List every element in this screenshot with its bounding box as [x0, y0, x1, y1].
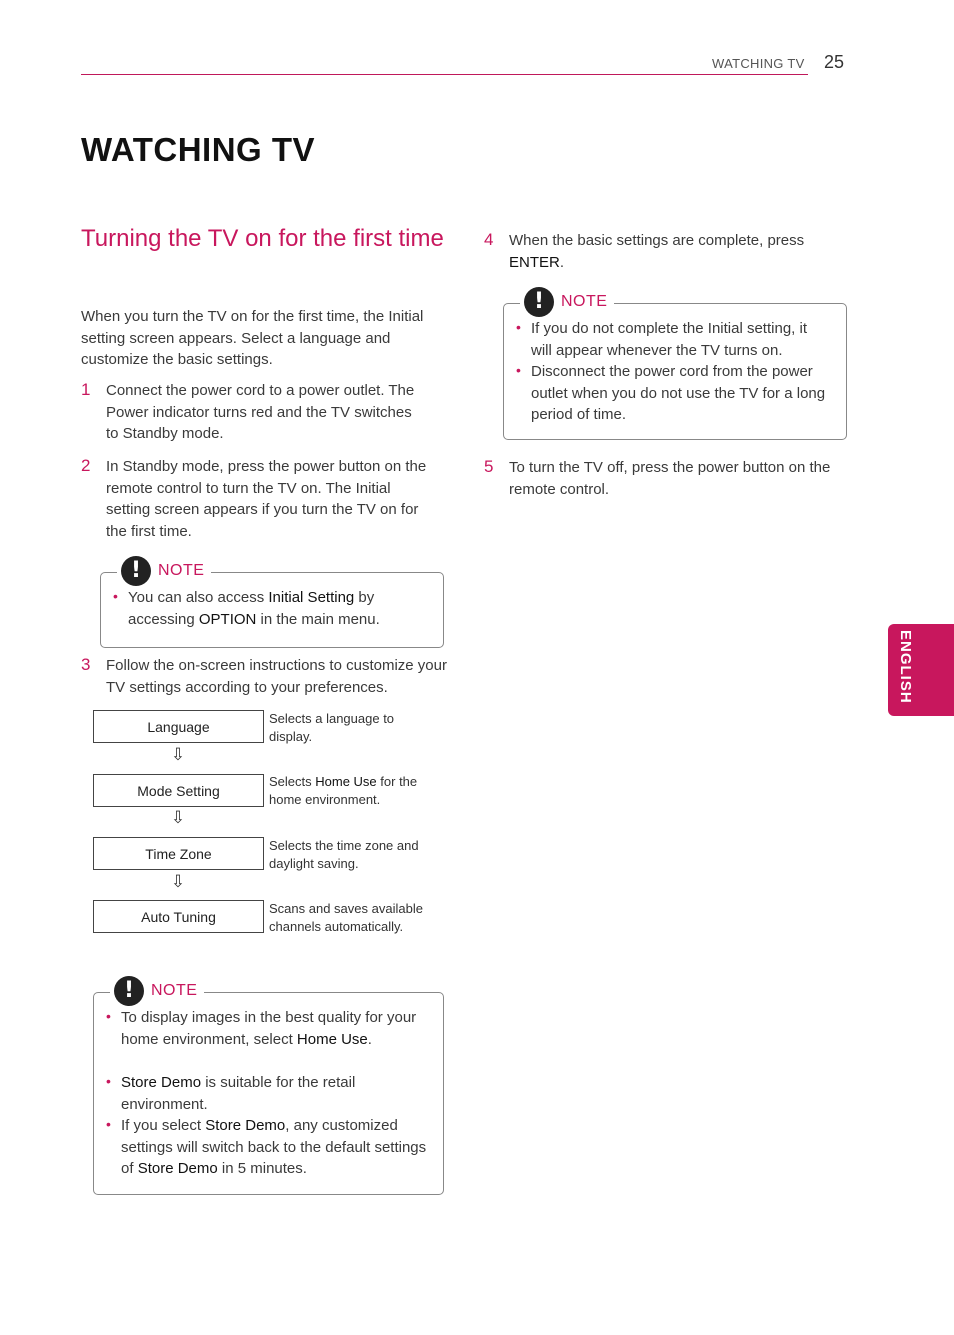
- note-3-label: NOTE: [561, 293, 608, 310]
- step-2-number: 2: [81, 456, 91, 475]
- step-5-number: 5: [484, 457, 494, 476]
- note-1-text: You can also access Initial Setting by accessing OPTION in the main menu.: [128, 589, 380, 628]
- header-section-label: WATCHING TV: [712, 56, 805, 71]
- page-title: WATCHING TV: [81, 131, 316, 168]
- note-1-header: [117, 556, 211, 586]
- note-2-header: [110, 976, 204, 1006]
- down-arrow-icon: ⇩: [170, 745, 186, 765]
- flow-step-auto-tuning: Auto Tuning: [93, 900, 264, 933]
- step-1-number: 1: [81, 380, 91, 399]
- flow-step-language: Language: [93, 710, 264, 743]
- flow-desc-mode-setting: Selects Home Use for the home environment.: [269, 774, 418, 807]
- down-arrow-icon: ⇩: [170, 808, 186, 828]
- section-subtitle: Turning the TV on for the first time: [81, 225, 444, 252]
- bullet-icon: •: [516, 362, 521, 378]
- flow-step-time-zone: Time Zone: [93, 837, 264, 870]
- note-2-label: NOTE: [151, 982, 198, 999]
- note-2-item-2: Store Demo is suitable for the retail environment.: [121, 1074, 356, 1113]
- note-3-item-1: If you do not complete the Initial setting, it will appear whenever the TV turns on.: [531, 320, 807, 359]
- step-4-number: 4: [484, 230, 494, 249]
- down-arrow-icon: ⇩: [170, 872, 186, 892]
- exclamation-icon: !: [114, 976, 144, 1006]
- step-5-text: To turn the TV off, press the power button on the remote control.: [509, 459, 831, 498]
- exclamation-icon: !: [121, 556, 151, 586]
- flow-desc-auto-tuning: Scans and saves available channels automatically.: [269, 901, 423, 934]
- page-number: 25: [824, 52, 845, 72]
- note-3-item-2: Disconnect the power cord from the power outlet when you do not use the TV for a long period of time.: [531, 363, 826, 423]
- flow-step-mode-setting: Mode Setting: [93, 774, 264, 807]
- step-4-text: When the basic settings are complete, press ENTER.: [509, 232, 805, 271]
- step-3-number: 3: [81, 655, 91, 674]
- flow-desc-time-zone: Selects the time zone and daylight saving.: [269, 838, 419, 871]
- bullet-icon: •: [113, 588, 118, 604]
- step-1-text: Connect the power cord to a power outlet. The Power indicator turns red and the TV switches to Standby mode.: [106, 382, 415, 442]
- note-1-label: NOTE: [158, 562, 205, 579]
- note-2-item-1: To display images in the best quality for your home environment, select Home Use.: [121, 1009, 417, 1048]
- bullet-icon: •: [106, 1008, 111, 1024]
- flow-desc-language: Selects a language to display.: [269, 711, 395, 744]
- exclamation-icon: !: [524, 287, 554, 317]
- intro-paragraph: When you turn the TV on for the first time, the Initial setting screen appears. Select a language and customize the basic settings.: [81, 308, 424, 368]
- note-3-header: [520, 287, 614, 317]
- step-3-text: Follow the on-screen instructions to customize your TV settings according to your preferences.: [106, 657, 447, 696]
- language-tab-label: ENGLISH: [897, 630, 914, 704]
- header-rule: [81, 74, 808, 75]
- bullet-icon: •: [106, 1116, 111, 1132]
- step-2-text: In Standby mode, press the power button on the remote control to turn the TV on. The Initial setting screen appears if you turn the TV on for the first time.: [106, 458, 427, 540]
- bullet-icon: •: [516, 319, 521, 335]
- bullet-icon: •: [106, 1073, 111, 1089]
- note-2-item-3: If you select Store Demo, any customized settings will switch back to the default settings of Store Demo in 5 minutes.: [121, 1117, 427, 1177]
